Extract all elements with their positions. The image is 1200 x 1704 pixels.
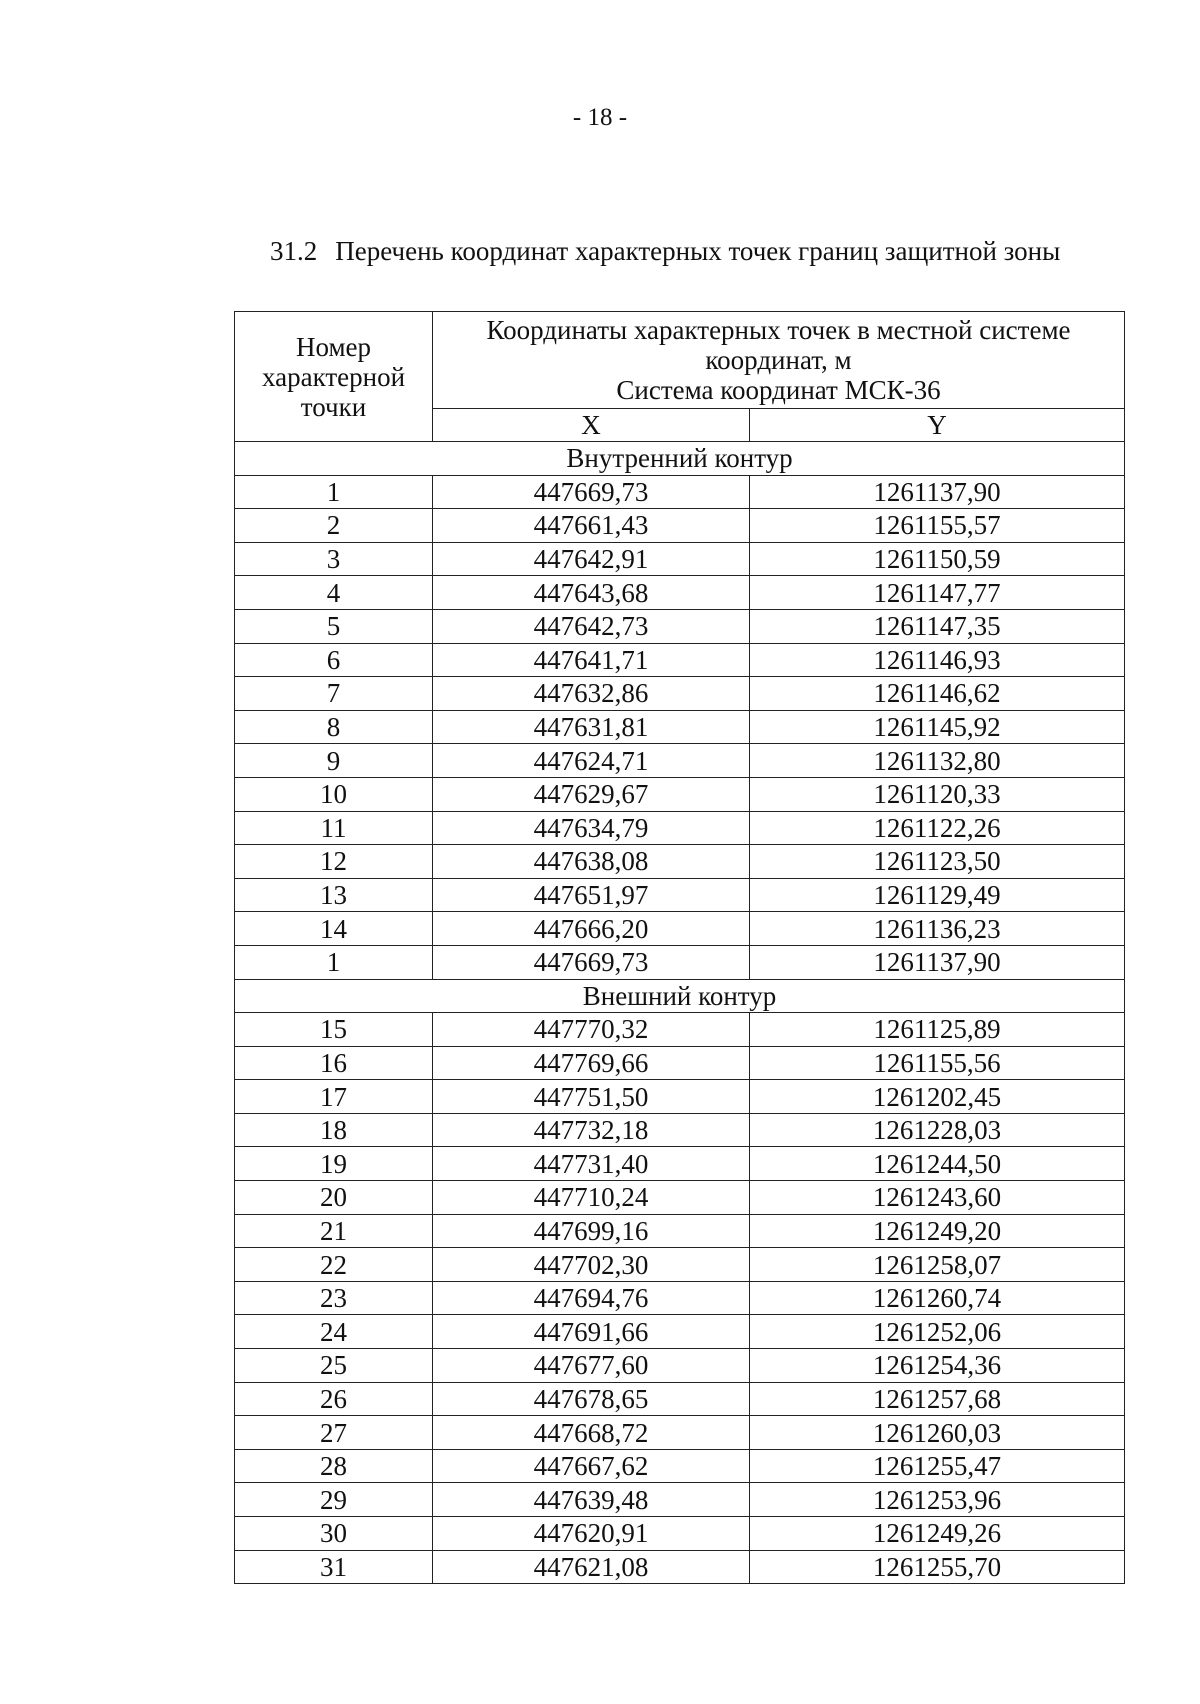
coordinates-table xyxy=(234,311,1125,1584)
header-coordinates-line: Система координат МСК-36 xyxy=(616,375,941,405)
y-coordinate-cell: 1261155,56 xyxy=(750,1046,1125,1080)
point-number-cell: 7 xyxy=(235,677,433,711)
x-coordinate-cell: 447632,86 xyxy=(433,677,750,711)
point-number-cell: 27 xyxy=(235,1416,433,1450)
y-coordinate-cell: 1261249,26 xyxy=(750,1517,1125,1551)
header-x: X xyxy=(433,409,750,442)
x-coordinate-cell: 447668,72 xyxy=(433,1416,750,1450)
header-y: Y xyxy=(750,409,1125,442)
table-row xyxy=(235,777,1125,811)
table-row xyxy=(235,1416,1125,1450)
y-coordinate-cell: 1261147,77 xyxy=(750,576,1125,610)
x-coordinate-cell: 447621,08 xyxy=(433,1550,750,1584)
x-coordinate-cell: 447638,08 xyxy=(433,845,750,879)
y-coordinate-cell: 1261260,74 xyxy=(750,1281,1125,1315)
x-coordinate-cell: 447620,91 xyxy=(433,1517,750,1551)
table-row xyxy=(235,1113,1125,1147)
point-number-cell: 20 xyxy=(235,1181,433,1215)
y-coordinate-cell: 1261244,50 xyxy=(750,1147,1125,1181)
point-number-cell: 1 xyxy=(235,945,433,979)
table-row xyxy=(235,1248,1125,1282)
x-coordinate-cell: 447677,60 xyxy=(433,1349,750,1383)
x-coordinate-cell: 447631,81 xyxy=(433,710,750,744)
x-coordinate-cell: 447639,48 xyxy=(433,1483,750,1517)
header-point-number xyxy=(235,312,433,442)
page-number: - 18 - xyxy=(572,104,628,131)
point-number-cell: 14 xyxy=(235,912,433,946)
table-row xyxy=(235,1382,1125,1416)
y-coordinate-cell: 1261137,90 xyxy=(750,475,1125,509)
group-label: Внутренний контур xyxy=(235,442,1125,476)
group-label: Внешний контур xyxy=(235,979,1125,1013)
point-number-cell: 10 xyxy=(235,777,433,811)
x-coordinate-cell: 447629,67 xyxy=(433,777,750,811)
x-coordinate-cell: 447669,73 xyxy=(433,945,750,979)
y-coordinate-cell: 1261243,60 xyxy=(750,1181,1125,1215)
table-row xyxy=(235,1046,1125,1080)
y-coordinate-cell: 1261260,03 xyxy=(750,1416,1125,1450)
x-coordinate-cell: 447751,50 xyxy=(433,1080,750,1114)
point-number-cell: 2 xyxy=(235,509,433,543)
y-coordinate-cell: 1261255,70 xyxy=(750,1550,1125,1584)
point-number-cell: 22 xyxy=(235,1248,433,1282)
y-coordinate-cell: 1261147,35 xyxy=(750,609,1125,643)
y-coordinate-cell: 1261253,96 xyxy=(750,1483,1125,1517)
table-row xyxy=(235,509,1125,543)
point-number-cell: 23 xyxy=(235,1281,433,1315)
y-coordinate-cell: 1261258,07 xyxy=(750,1248,1125,1282)
x-coordinate-cell: 447731,40 xyxy=(433,1147,750,1181)
point-number-cell: 29 xyxy=(235,1483,433,1517)
point-number-cell: 17 xyxy=(235,1080,433,1114)
x-coordinate-cell: 447669,73 xyxy=(433,475,750,509)
x-coordinate-cell: 447624,71 xyxy=(433,744,750,778)
x-coordinate-cell: 447634,79 xyxy=(433,811,750,845)
header-coordinates-line: координат, м xyxy=(705,345,852,375)
x-coordinate-cell: 447651,97 xyxy=(433,878,750,912)
table-row xyxy=(235,912,1125,946)
x-coordinate-cell: 447642,73 xyxy=(433,609,750,643)
table-row xyxy=(235,1013,1125,1047)
table-row xyxy=(235,1315,1125,1349)
table-row xyxy=(235,710,1125,744)
point-number-cell: 11 xyxy=(235,811,433,845)
x-coordinate-cell: 447691,66 xyxy=(433,1315,750,1349)
point-number-cell: 19 xyxy=(235,1147,433,1181)
y-coordinate-cell: 1261228,03 xyxy=(750,1113,1125,1147)
y-coordinate-cell: 1261137,90 xyxy=(750,945,1125,979)
y-coordinate-cell: 1261136,23 xyxy=(750,912,1125,946)
y-coordinate-cell: 1261129,49 xyxy=(750,878,1125,912)
point-number-cell: 15 xyxy=(235,1013,433,1047)
x-coordinate-cell: 447642,91 xyxy=(433,542,750,576)
y-coordinate-cell: 1261132,80 xyxy=(750,744,1125,778)
point-number-cell: 3 xyxy=(235,542,433,576)
table-row xyxy=(235,1080,1125,1114)
x-coordinate-cell: 447661,43 xyxy=(433,509,750,543)
y-coordinate-cell: 1261146,93 xyxy=(750,643,1125,677)
table-row xyxy=(235,945,1125,979)
point-number-cell: 8 xyxy=(235,710,433,744)
x-coordinate-cell: 447769,66 xyxy=(433,1046,750,1080)
table-row xyxy=(235,677,1125,711)
x-coordinate-cell: 447710,24 xyxy=(433,1181,750,1215)
point-number-cell: 13 xyxy=(235,878,433,912)
group-header-row xyxy=(235,979,1125,1013)
table-row xyxy=(235,1214,1125,1248)
table-body xyxy=(235,442,1125,1584)
section-title: Перечень координат характерных точек границ защитной зоны xyxy=(335,236,1061,266)
y-coordinate-cell: 1261150,59 xyxy=(750,542,1125,576)
y-coordinate-cell: 1261255,47 xyxy=(750,1449,1125,1483)
table-row xyxy=(235,744,1125,778)
point-number-cell: 24 xyxy=(235,1315,433,1349)
y-coordinate-cell: 1261145,92 xyxy=(750,710,1125,744)
table-row xyxy=(235,643,1125,677)
table-row xyxy=(235,1517,1125,1551)
table-row xyxy=(235,475,1125,509)
table-row xyxy=(235,1181,1125,1215)
point-number-cell: 26 xyxy=(235,1382,433,1416)
y-coordinate-cell: 1261146,62 xyxy=(750,677,1125,711)
table-row xyxy=(235,1449,1125,1483)
point-number-cell: 6 xyxy=(235,643,433,677)
y-coordinate-cell: 1261123,50 xyxy=(750,845,1125,879)
y-coordinate-cell: 1261257,68 xyxy=(750,1382,1125,1416)
point-number-cell: 4 xyxy=(235,576,433,610)
x-coordinate-cell: 447643,68 xyxy=(433,576,750,610)
x-coordinate-cell: 447667,62 xyxy=(433,1449,750,1483)
point-number-cell: 1 xyxy=(235,475,433,509)
x-coordinate-cell: 447694,76 xyxy=(433,1281,750,1315)
header-coordinates-line: Координаты характерных точек в местной системе xyxy=(486,315,1071,345)
point-number-cell: 25 xyxy=(235,1349,433,1383)
point-number-cell: 28 xyxy=(235,1449,433,1483)
x-coordinate-cell: 447678,65 xyxy=(433,1382,750,1416)
table-row xyxy=(235,609,1125,643)
x-coordinate-cell: 447702,30 xyxy=(433,1248,750,1282)
table-row xyxy=(235,1483,1125,1517)
section-heading xyxy=(270,236,1130,267)
y-coordinate-cell: 1261249,20 xyxy=(750,1214,1125,1248)
point-number-cell: 30 xyxy=(235,1517,433,1551)
table-row xyxy=(235,1550,1125,1584)
y-coordinate-cell: 1261155,57 xyxy=(750,509,1125,543)
y-coordinate-cell: 1261202,45 xyxy=(750,1080,1125,1114)
table-row xyxy=(235,1281,1125,1315)
point-number-cell: 16 xyxy=(235,1046,433,1080)
table-row xyxy=(235,878,1125,912)
point-number-cell: 12 xyxy=(235,845,433,879)
x-coordinate-cell: 447732,18 xyxy=(433,1113,750,1147)
table-row xyxy=(235,576,1125,610)
section-number: 31.2 xyxy=(270,236,318,266)
y-coordinate-cell: 1261122,26 xyxy=(750,811,1125,845)
y-coordinate-cell: 1261252,06 xyxy=(750,1315,1125,1349)
header-point-number-line: Номер xyxy=(295,331,372,362)
y-coordinate-cell: 1261125,89 xyxy=(750,1013,1125,1047)
x-coordinate-cell: 447699,16 xyxy=(433,1214,750,1248)
point-number-cell: 5 xyxy=(235,609,433,643)
table-row xyxy=(235,1349,1125,1383)
table-row xyxy=(235,845,1125,879)
point-number-cell: 9 xyxy=(235,744,433,778)
point-number-cell: 31 xyxy=(235,1550,433,1584)
point-number-cell: 21 xyxy=(235,1214,433,1248)
x-coordinate-cell: 447666,20 xyxy=(433,912,750,946)
header-point-number-line: точки xyxy=(300,391,367,422)
table-row xyxy=(235,1147,1125,1181)
point-number-cell: 18 xyxy=(235,1113,433,1147)
y-coordinate-cell: 1261254,36 xyxy=(750,1349,1125,1383)
group-header-row xyxy=(235,442,1125,476)
header-coordinates xyxy=(433,312,1125,409)
header-point-number-line: характерной xyxy=(261,361,406,392)
x-coordinate-cell: 447641,71 xyxy=(433,643,750,677)
y-coordinate-cell: 1261120,33 xyxy=(750,777,1125,811)
x-coordinate-cell: 447770,32 xyxy=(433,1013,750,1047)
table-row xyxy=(235,811,1125,845)
table-row xyxy=(235,542,1125,576)
